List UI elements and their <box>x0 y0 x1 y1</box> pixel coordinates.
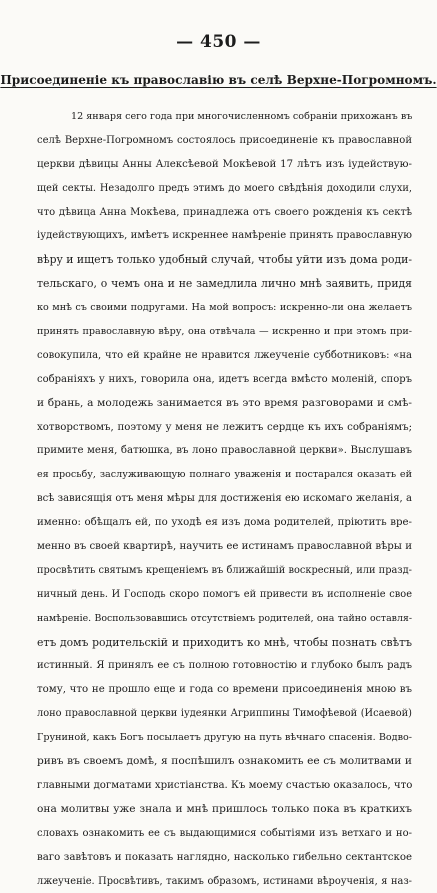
text-line: тельскаго, о чемъ она и не замедлила лично мнѣ заявить, придя <box>37 272 412 296</box>
text-line: ея просьбу, заслуживающую полнаго уваженія и постарался оказать ей <box>37 463 412 487</box>
text-line: щей секты. Незадолго предъ этимъ до моего свѣдѣнія доходили слухи, <box>37 177 412 201</box>
text-line: словахъ ознакомить ее съ выдающимися событіями изъ ветхаго и но- <box>37 822 412 846</box>
page-number: — 450 — <box>0 32 437 52</box>
text-line: просвѣтить святымъ крещеніемъ въ ближайшій воскресный, или празд- <box>37 559 412 583</box>
text-line: всѣ зависящія отъ меня мѣры для достиженія ею искомаго желанія, а <box>37 487 412 511</box>
text-line: совокупила, что ей крайне не нравится лжеученіе субботниковъ: «на <box>37 344 412 368</box>
article-title: Присоединеніе къ православію въ селѣ Верхне-Погромномъ. <box>0 73 437 87</box>
text-line: намѣреніе. Воспользовавшись отсутствіемъ родителей, она тайно оставля- <box>37 607 412 631</box>
text-line: селѣ Верхне-Погромномъ состоялось присоединеніе къ православной <box>37 129 412 153</box>
text-line: вѣру и ищетъ только удобный случай, чтобы уйти изъ дома роди- <box>37 248 412 272</box>
text-line: и брань, а молодежь занимается въ это время разговорами и смѣ- <box>37 392 412 416</box>
text-line: 12 января сего года при многочисленномъ собраніи прихожанъ въ <box>37 105 412 129</box>
text-line: ваго завѣтовъ и показать наглядно, насколько гибельно сектантское <box>37 846 412 870</box>
text-line: собраніяхъ у нихъ, говорила она, идетъ всегда вмѣсто моленій, споръ <box>37 368 412 392</box>
text-line: ривъ въ своемъ домѣ, я поспѣшилъ ознакомить ее съ молитвами и <box>37 750 412 774</box>
text-line: лоно православной церкви іудеянки Агриппины Тимофѣевой (Исаевой) <box>37 702 412 726</box>
text-line: ничный день. И Господь скоро помогъ ей привести въ исполненіе свое <box>37 583 412 607</box>
text-line: етъ домъ родительскій и приходитъ ко мнѣ, чтобы познать свѣтъ <box>37 631 412 655</box>
text-line: церкви дѣвицы Анны Алексѣевой Мокѣевой 17 лѣтъ изъ іудействую- <box>37 153 412 177</box>
text-line: она молитвы уже знала и мнѣ пришлось только пока въ краткихъ <box>37 798 412 822</box>
text-line: іудействующихъ, имѣетъ искреннее намѣреніе принять православную <box>37 224 412 248</box>
text-line: ко мнѣ съ своими подругами. На мой вопросъ: искренно-ли она желаетъ <box>37 296 412 320</box>
article-body <box>37 105 412 893</box>
text-line: хотворствомъ, поэтому у меня не лежитъ сердце къ ихъ собраніямъ; <box>37 416 412 440</box>
text-line: тому, что не прошло еще и года со времени присоединенія мною въ <box>37 678 412 702</box>
text-line: лжеученіе. Просвѣтивъ, такимъ образомъ, истинами вѣроученія, я наз- <box>37 870 412 893</box>
text-line: главными догматами христіанства. Къ моему счастью оказалось, что <box>37 774 412 798</box>
text-line: примите меня, батюшка, въ лоно православной церкви». Выслушавъ <box>37 439 412 463</box>
text-line: что дѣвица Анна Мокѣева, принадлежа отъ своего рожденія къ сектѣ <box>37 201 412 225</box>
text-line: Груниной, какъ Богъ посылаетъ другую на путь вѣчнаго спасенія. Водво- <box>37 726 412 750</box>
text-line: менно въ своей квартирѣ, научить ее истинамъ православной вѣры и <box>37 535 412 559</box>
text-line: истинный. Я принялъ ее съ полною готовностію и глубоко былъ радъ <box>37 654 412 678</box>
text-line: принять православную вѣру, она отвѣчала — искренно и при этомъ при- <box>37 320 412 344</box>
text-line: именно: обѣщалъ ей, по уходѣ ея изъ дома родителей, пріютить вре- <box>37 511 412 535</box>
